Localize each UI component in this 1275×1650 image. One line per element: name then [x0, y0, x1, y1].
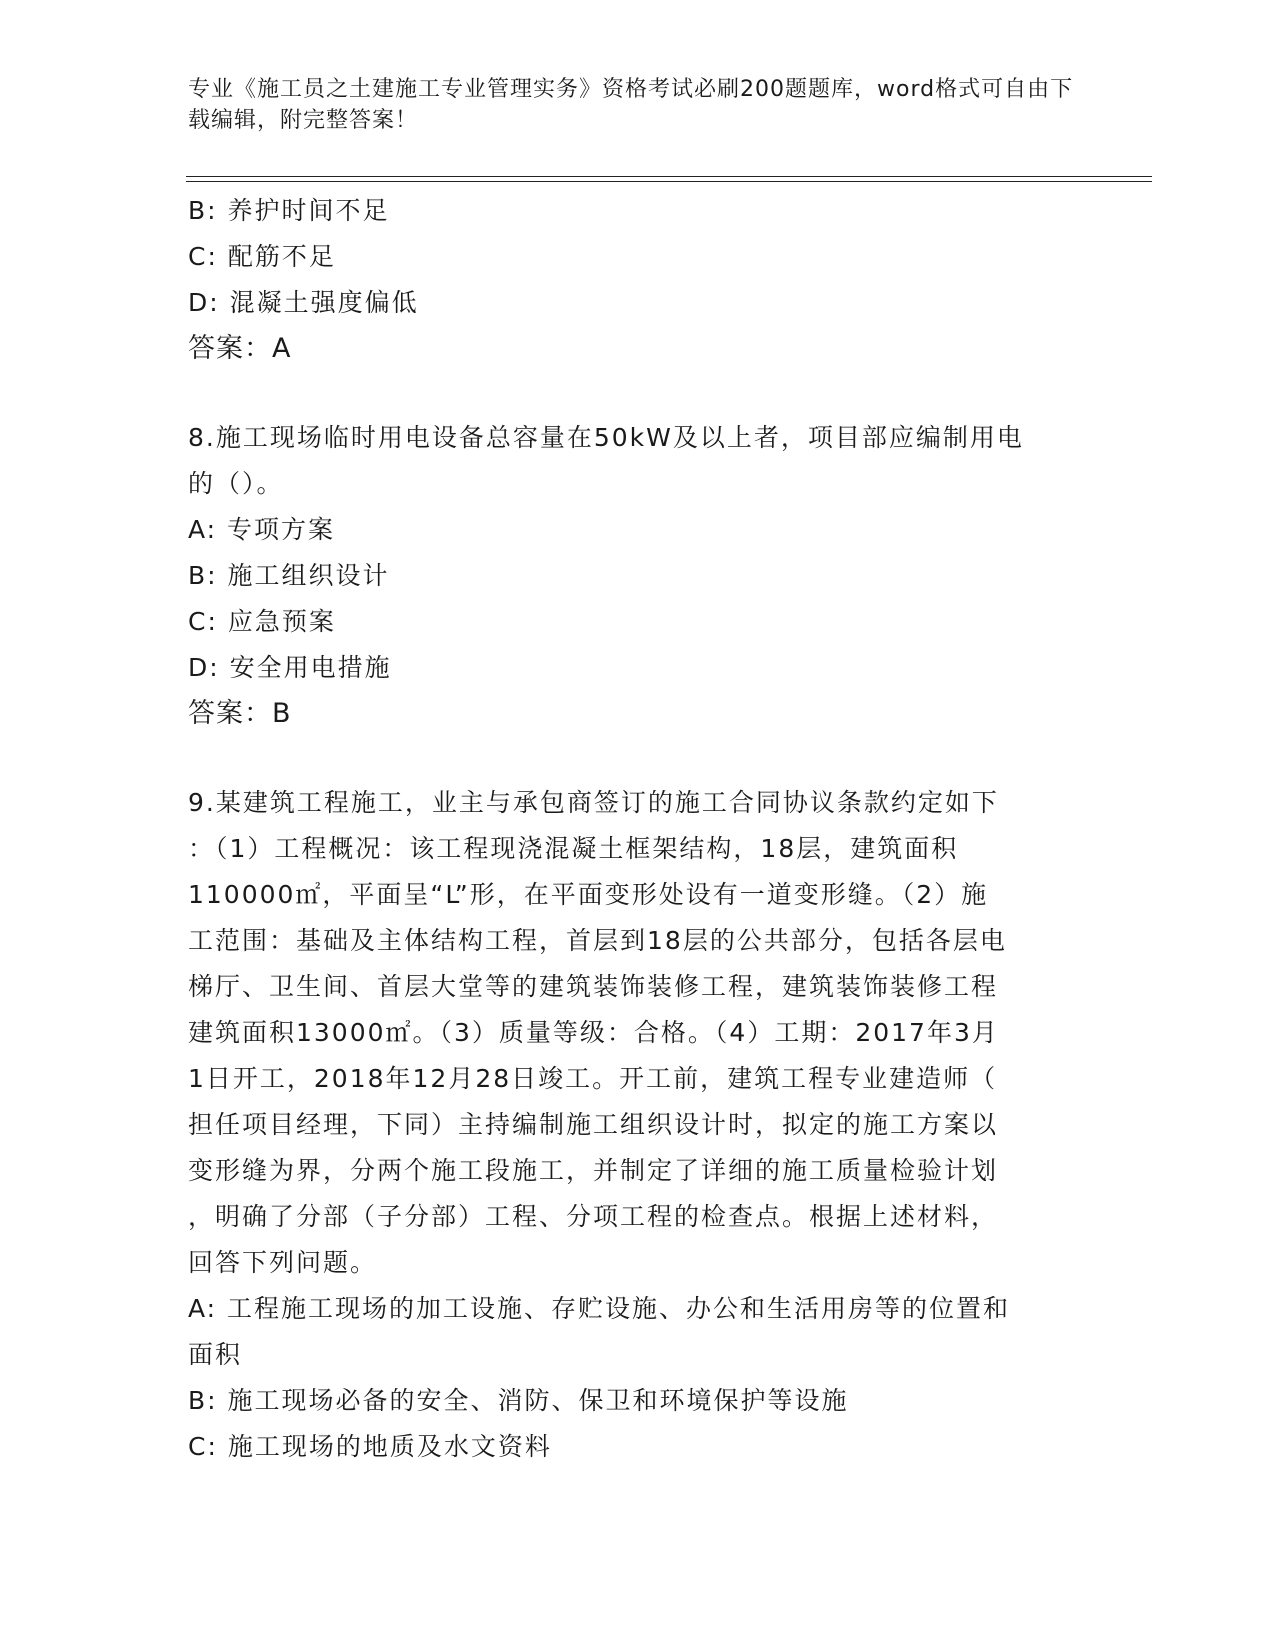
- option-c: C: 应急预案: [188, 607, 336, 636]
- option-c: C: 配筋不足: [188, 242, 336, 271]
- answer-line: 答案：A: [188, 333, 292, 364]
- question-stem-line: 梯厅、卫生间、首层大堂等的建筑装饰装修工程，建筑装饰装修工程: [188, 972, 999, 1001]
- option-b: B: 施工组织设计: [188, 561, 390, 590]
- option-b: B: 养护时间不足: [188, 196, 390, 225]
- question-stem-line: 1日开工，2018年12月28日竣工。开工前，建筑工程专业建造师（: [188, 1064, 998, 1093]
- question-stem-line: 回答下列问题。: [188, 1248, 378, 1277]
- question-9: [188, 780, 1068, 1470]
- question-stem-line: 担任项目经理，下同）主持编制施工组织设计时，拟定的施工方案以: [188, 1110, 999, 1139]
- question-stem-line: 8.施工现场临时用电设备总容量在50kW及以上者，项目部应编制用电: [188, 423, 1024, 452]
- option-a: A: 专项方案: [188, 515, 336, 544]
- option-d: D: 混凝土强度偏低: [188, 288, 419, 317]
- question-stem-line: 9.某建筑工程施工，业主与承包商签订的施工合同协议条款约定如下: [188, 788, 999, 817]
- question-stem-line: ：（1）工程概况：该工程现浇混凝土框架结构，18层，建筑面积: [188, 834, 959, 863]
- option-a-continued: 面积: [188, 1340, 243, 1369]
- question-7: [188, 188, 1068, 372]
- header-rule-top: [186, 176, 1152, 177]
- question-spacer: [188, 372, 1068, 415]
- document-body: [188, 188, 1068, 1470]
- question-stem-line: ，明确了分部（子分部）工程、分项工程的检查点。根据上述材料，: [188, 1202, 999, 1231]
- header-text: 专业《施工员之土建施工专业管理实务》资格考试必刷200题题库，word格式可自由下载编辑，附完整答案！: [188, 77, 1074, 133]
- option-b: B: 施工现场必备的安全、消防、保卫和环境保护等设施: [188, 1386, 849, 1415]
- question-stem-line: 工范围：基础及主体结构工程，首层到18层的公共部分，包括各层电: [188, 926, 1007, 955]
- option-c: C: 施工现场的地质及水文资料: [188, 1432, 552, 1461]
- question-stem-line: 变形缝为界，分两个施工段施工，并制定了详细的施工质量检验计划: [188, 1156, 999, 1185]
- header-rule-bottom: [186, 181, 1152, 182]
- option-a: A: 工程施工现场的加工设施、存贮设施、办公和生活用房等的位置和: [188, 1294, 1011, 1323]
- question-8: [188, 415, 1068, 737]
- option-d: D: 安全用电措施: [188, 653, 392, 682]
- question-stem-line: 建筑面积13000㎡。（3）质量等级：合格。（4）工期：2017年3月: [188, 1018, 999, 1047]
- document-header: [188, 74, 1088, 136]
- question-stem-line: 的（）。: [188, 469, 284, 498]
- answer-line: 答案：B: [188, 698, 292, 729]
- question-stem-line: 110000㎡，平面呈“L”形，在平面变形处设有一道变形缝。（2）施: [188, 880, 989, 909]
- question-spacer: [188, 737, 1068, 780]
